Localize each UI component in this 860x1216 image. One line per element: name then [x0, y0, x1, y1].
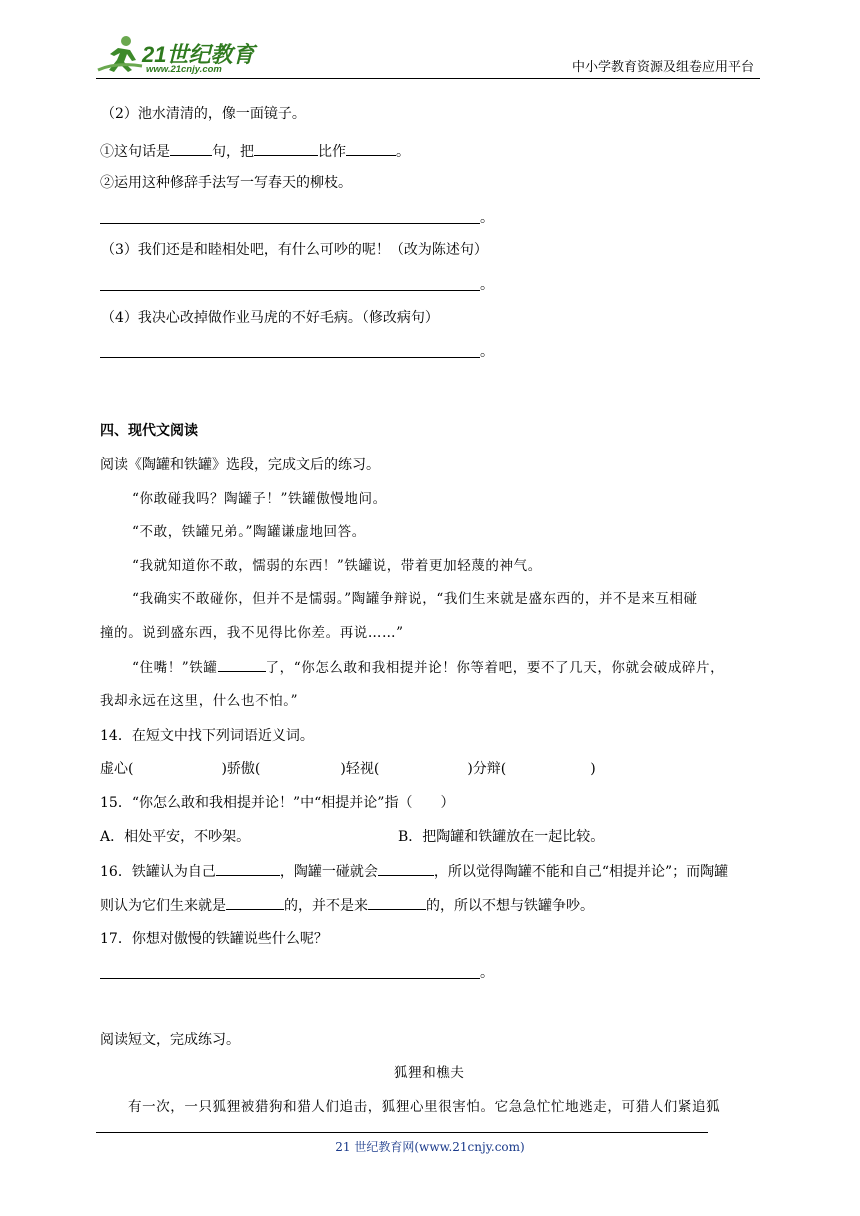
answer-line-willow-period: 。 — [480, 210, 494, 226]
section4-heading: 四、现代文阅读 — [100, 423, 198, 439]
blank-q16-4[interactable] — [368, 895, 426, 910]
passage-p3: “我就知道你不敢，懦弱的东西！”铁罐说，带着更加轻蔑的神气。 — [132, 558, 542, 574]
q2-sub1-text-b: 句，把 — [212, 144, 254, 160]
section5-intro: 阅读短文，完成练习。 — [100, 1032, 240, 1048]
answer-line-q17[interactable] — [100, 978, 480, 979]
q16-text-e: 的，并不是来 — [284, 898, 368, 914]
q14-word-argue: )分辩( — [467, 761, 507, 777]
answer-line-q3[interactable] — [100, 290, 480, 291]
logo-url-text: www.21cnjy.com — [146, 64, 222, 75]
q14-word-arrogant: )骄傲( — [221, 761, 261, 777]
section5-p1: 有一次，一只狐狸被猎狗和猎人们追击，狐狸心里很害怕。它急急忙忙地逃走，可猎人们紧追狐 — [128, 1099, 721, 1115]
q17-title: 17．你想对傲慢的铁罐说些什么呢？ — [100, 931, 328, 947]
q15-option-a[interactable]: A．相处平安，不吵架。 — [100, 829, 251, 845]
passage-p4-line2: 撞的。说到盛东西，我不见得比你差。再说……” — [100, 625, 404, 641]
blank-compared-to[interactable] — [346, 141, 396, 156]
answer-line-q3-period: 。 — [480, 277, 494, 293]
answer-line-q17-period: 。 — [480, 965, 494, 981]
blank-q16-3[interactable] — [226, 895, 284, 910]
q16-text-d: 则认为它们生来就是 — [100, 898, 226, 914]
q16-line1 — [100, 861, 728, 882]
passage-p5-line2: 我却永远在这里，什么也不怕。” — [100, 693, 299, 709]
answer-line-q4-period: 。 — [480, 344, 494, 360]
q2-sub1-end: 。 — [396, 144, 410, 160]
q14-word-close: ) — [590, 761, 596, 777]
q14-word-disdain: )轻视( — [340, 761, 380, 777]
q16-text-c: ，所以觉得陶罐不能和自己“相提并论”；而陶罐 — [433, 864, 729, 880]
passage-p5-text-a: “住嘴！”铁罐 — [132, 660, 218, 676]
passage-p1: “你敢碰我吗？陶罐子！”铁罐傲慢地问。 — [132, 491, 387, 507]
q14-words — [100, 759, 596, 779]
footer-rule — [96, 1132, 708, 1133]
section4-intro: 阅读《陶罐和铁罐》选段，完成文后的练习。 — [100, 457, 380, 473]
header-logo — [96, 34, 266, 78]
q14-word-humble: 虚心( — [100, 761, 134, 777]
q16-text-b: ，陶罐一碰就会 — [279, 864, 378, 880]
platform-title: 中小学教育资源及组卷应用平台 — [572, 60, 755, 75]
q16-text-f: 的，所以不想与铁罐争吵。 — [426, 898, 594, 914]
passage-p5-text-b: 了，“你怎么敢和我相提并论！你等着吧，要不了几天，你就会破成碎片， — [265, 660, 725, 676]
passage-p5-line1 — [132, 657, 724, 678]
q15-option-b[interactable]: B．把陶罐和铁罐放在一起比较。 — [398, 829, 605, 845]
q15-title: 15．“你怎么敢和我相提并论！”中“相提并论”指（ ） — [100, 795, 455, 811]
blank-sentence-type[interactable] — [170, 141, 212, 156]
q2-sub1 — [100, 141, 410, 162]
answer-line-q4[interactable] — [100, 357, 480, 358]
q16-line2 — [100, 895, 594, 916]
header-rule — [96, 78, 760, 79]
section5-title: 狐狸和樵夫 — [394, 1065, 465, 1081]
blank-compared-object[interactable] — [254, 141, 318, 156]
q4-title: （4）我决心改掉做作业马虎的不好毛病。（修改病句） — [101, 310, 439, 326]
logo-main-text: 21世纪教育 — [142, 42, 255, 67]
q3-title: （3）我们还是和睦相处吧，有什么可吵的呢！（改为陈述句） — [101, 242, 488, 258]
blank-passage-verb[interactable] — [218, 657, 266, 672]
q2-sub1-text-c: 比作 — [318, 144, 346, 160]
answer-line-willow[interactable] — [100, 223, 480, 224]
blank-q16-2[interactable] — [378, 861, 434, 876]
blank-q16-1[interactable] — [216, 861, 280, 876]
passage-p2: “不敢，铁罐兄弟。”陶罐谦虚地回答。 — [132, 524, 366, 540]
q2-sub1-text-a: ①这句话是 — [100, 144, 170, 160]
q2-sub2: ②运用这种修辞手法写一写春天的柳枝。 — [100, 175, 352, 191]
q14-title: 14．在短文中找下列词语近义词。 — [100, 728, 314, 744]
q2-title: （2）池水清清的，像一面镜子。 — [101, 106, 306, 122]
runner-logo-icon — [96, 34, 146, 78]
footer-text[interactable]: 21 世纪教育网(www.21cnjy.com) — [335, 1140, 525, 1154]
passage-p4-line1: “我确实不敢碰你，但并不是懦弱。”陶罐争辩说，“我们生来就是盛东西的，并不是来互相碰 — [132, 591, 698, 607]
q16-text-a: 16．铁罐认为自己 — [100, 864, 216, 880]
